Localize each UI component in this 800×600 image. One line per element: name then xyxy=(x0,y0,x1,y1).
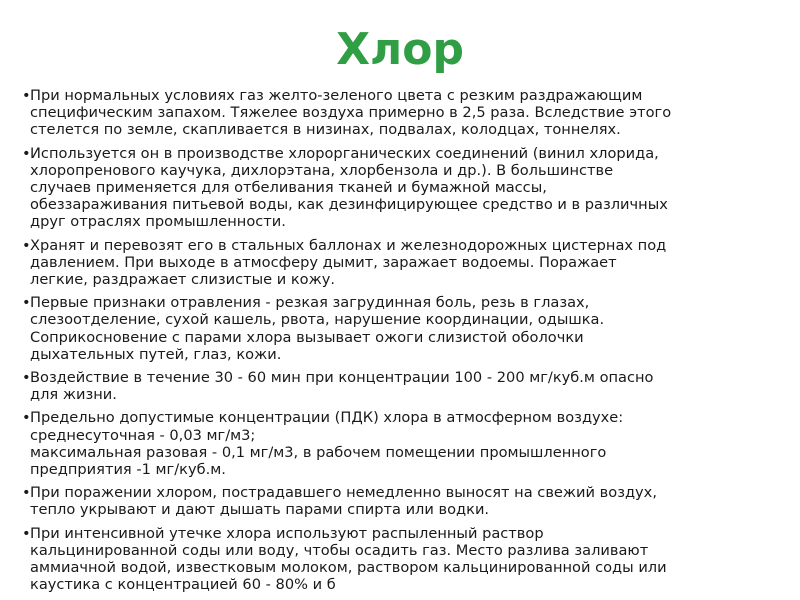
bullet-text-line: Воздействие в течение 30 - 60 мин при концентрации 100 - 200 мг/куб.м опасно xyxy=(30,369,654,387)
bullet-text-line: друг отраслях промышленности. xyxy=(30,213,286,231)
bullet-text-line: аммиачной водой, известковым молоком, раствором кальцинированной соды или xyxy=(30,559,667,577)
bullet-text-line: Предельно допустимые концентрации (ПДК) хлора в атмосферном воздухе: xyxy=(30,409,624,427)
bullet-item xyxy=(22,237,782,289)
bullet-item xyxy=(22,409,782,478)
bullet-text-line: Хранят и перевозят его в стальных баллонах и железнодорожных цистернах под xyxy=(30,236,667,254)
bullet-text-line: слезоотделение, сухой кашель, рвота, нарушение координации, одышка. xyxy=(30,311,605,329)
bullet-text-line: давлением. При выходе в атмосферу дымит, заражает водоемы. Поражает xyxy=(30,253,617,271)
bullet-marker: • xyxy=(22,294,31,312)
bullet-text-line: кальцинированной соды или воду, чтобы осадить газ. Место разлива заливают xyxy=(30,541,649,559)
bullet-item xyxy=(22,294,782,363)
bullet-text-line: максимальная разовая - 0,1 мг/м3, в рабочем помещении промышленного xyxy=(30,443,607,461)
bullet-marker: • xyxy=(22,87,31,104)
bullet-marker: • xyxy=(22,236,31,254)
bullet-text-line: хлоропренового каучука, дихлорэтана, хлорбензола и др.). В большинстве xyxy=(30,161,614,179)
bullet-item xyxy=(22,369,782,403)
bullet-text-line: При поражении хлором, пострадавшего немедленно выносят на свежий воздух, xyxy=(30,484,657,502)
bullet-text-line: специфическим запахом. Тяжелее воздуха примерно в 2,5 раза. Вследствие этого xyxy=(30,104,672,122)
bullet-item xyxy=(22,484,782,518)
bullet-text-line: При нормальных условиях газ желто-зеленого цвета с резким раздражающим xyxy=(30,87,643,104)
bullet-text-line: предприятия -1 мг/куб.м. xyxy=(30,461,226,479)
bullet-text-line: Используется он в производстве хлорорганических соединений (винил хлорида, xyxy=(30,144,659,162)
bullet-marker: • xyxy=(22,409,31,427)
bullet-marker: • xyxy=(22,369,31,387)
bullet-text-line: каустика с концентрацией 60 - 80% и б xyxy=(30,576,336,594)
bullet-marker: • xyxy=(22,484,31,502)
bullet-text-line: тепло укрывают и дают дышать парами спирта или водки. xyxy=(30,501,490,519)
bullet-item xyxy=(22,145,782,231)
bullet-text-line: случаев применяется для отбеливания тканей и бумажной массы, xyxy=(30,179,547,197)
bullet-list xyxy=(22,87,782,599)
bullet-text-line: дыхательных путей, глаз, кожи. xyxy=(30,345,282,363)
bullet-text-line: среднесуточная - 0,03 мг/м3; xyxy=(30,426,256,444)
bullet-text-line: Соприкосновение с парами хлора вызывает ожоги слизистой оболочки xyxy=(30,328,584,346)
bullet-marker: • xyxy=(22,524,31,542)
bullet-item xyxy=(22,525,782,594)
bullet-item xyxy=(22,87,782,139)
bullet-marker: • xyxy=(22,144,31,162)
bullet-text-line: для жизни. xyxy=(30,386,117,404)
bullet-text-line: При интенсивной утечке хлора используют распыленный раствор xyxy=(30,524,544,542)
slide-title: Хлор xyxy=(336,24,464,75)
bullet-text-line: обеззараживания питьевой воды, как дезинфицирующее средство и в различных xyxy=(30,196,668,214)
bullet-text-line: Первые признаки отравления - резкая загрудинная боль, резь в глазах, xyxy=(30,294,590,312)
bullet-text-line: стелется по земле, скапливается в низинах, подвалах, колодцах, тоннелях. xyxy=(30,121,621,139)
bullet-text-line: легкие, раздражает слизистые и кожу. xyxy=(30,271,336,289)
